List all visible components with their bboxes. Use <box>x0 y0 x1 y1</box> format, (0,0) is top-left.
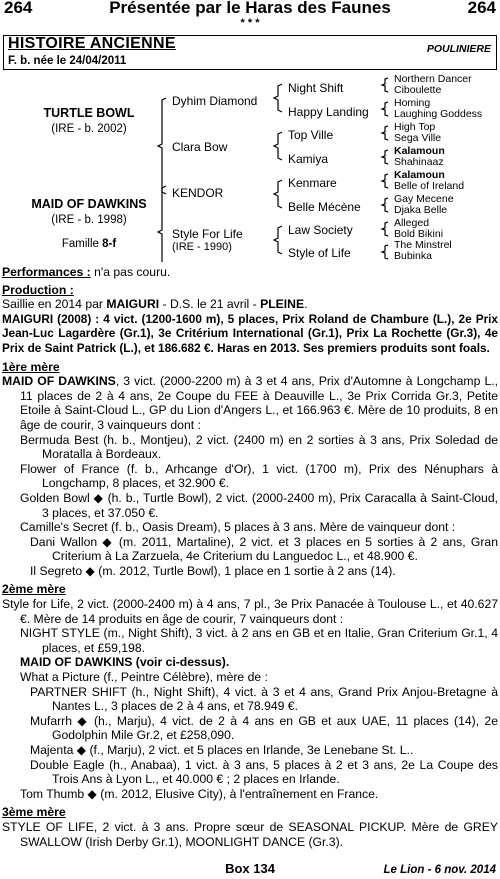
lot-number-left: 264 <box>4 0 33 17</box>
g3-3: Top Ville <box>288 128 334 142</box>
dam3-record: STYLE OF LIFE, 2 vict. à 3 ans. Propre sœur de SEASONAL PICKUP. Mère de GREY SWALLOW (Irish Derby Gr.1), MOONLIGHT DANCE (Gr.3). <box>2 819 498 849</box>
g3-5: Kenmare <box>288 176 337 190</box>
dam2-grandproduce-1: PARTNER SHIFT (h., Night Shift), 4 vict. à 3 et 4 ans, Grand Prix Anjou-Bretagne à Nantes L., 3 places de 2 à 4 ans, et 78.949 €. <box>30 684 498 714</box>
dam2-grandproduce-2: Mufarrh ◆ (h., Marju), 4 vict. de 2 à 4 ans en GB et aux UAE, 11 places (14), 2e Godolphin Mile Gr.2, et £258,090. <box>30 713 498 743</box>
g3-7: Law Society <box>288 223 353 237</box>
stallion-record: MAIGURI (2008) : 4 vict. (1200-1600 m), 5 places, Prix Roland de Chambure (L.), 2e Prix Jean-Luc Lagardère (Gr.1), 3e Critérium International (Gr.1), Prix La Rochette (Gr.3), 4e Prix de Saint Patrick (L.), et 186.682 €. Haras en 2013. Ses premiers produits sont foals. <box>2 311 498 355</box>
box-number: Box 134 <box>225 861 275 876</box>
g2-sire-dam: Clara Bow <box>172 140 228 154</box>
dam-origin: (IRE - b. 1998) <box>51 214 127 226</box>
dam1-produce-3: Golden Bowl ◆ (h. b., Turtle Bowl), 2 vict. (2000-2400 m), Prix Caracalla à Saint-Cloud, 3 places, et 37.050 €. <box>20 490 498 520</box>
dam1-grandproduce-2: Il Segreto ◆ (m. 2012, Turtle Bowl), 1 place en 1 sortie à 2 ans (14). <box>30 563 396 578</box>
g3-2: Happy Landing <box>288 105 369 119</box>
dam-name: MAID OF DAWKINS <box>31 197 147 211</box>
header-stars: * * * <box>240 17 260 29</box>
dam2-heading: 2ème mère <box>2 582 66 597</box>
bracket-g2-3 <box>274 180 282 208</box>
sire-origin: (IRE - b. 2002) <box>51 123 127 135</box>
g4-4: Laughing Goddess <box>394 108 483 120</box>
g4-1: Northern Dancer <box>394 73 472 85</box>
dam2-grandproduce-4: Double Eagle (h., Anabaa), 1 vict. à 3 ans, 5 places à 2 et 3 ans, 2e La Coupe des Trois Ans à Lyon L., et 40.000 € ; 2 places en Irlande. <box>30 757 498 787</box>
dam2-record: Style for Life, 2 vict. (2000-2400 m) à 4 ans, 7 pl., 3e Prix Panacée à Toulouse L., et 40.627 €. Mère de 14 produits en âge de courir, 7 vainqueurs dont : <box>2 597 498 626</box>
catalogue-body <box>2 265 498 849</box>
g4-16: Bubinka <box>394 250 432 262</box>
g2-dam-dam: Style For Life <box>172 227 243 241</box>
dam2-grandproduce-3: Majenta ◆ (f., Marju), 2 vict. et 5 places en Irlande, 3e Lenebane St. L.. <box>30 743 414 757</box>
g3-6: Belle Mécène <box>288 200 361 214</box>
dam1-produce-1: Bermuda Best (h. b., Montjeu), 2 vict. (2400 m) en 2 sorties à 3 ans, Prix Soledad de Moratalla à Bordeaux. <box>20 432 498 462</box>
sire-name: TURTLE BOWL <box>43 106 135 120</box>
dam1-record: MAID OF DAWKINS, 3 vict. (2000-2200 m) à 3 et 4 ans, Prix d'Automne à Longchamp L., 11 places de 2 à 4 ans, 2e Coupe du FEE à Deauville L., 3e Prix Corrida Gr.3, Petite Etoile à Saint-Cloud L., GP du Lion d'Angers L., et 166.963 €. Mère de 10 produits, 8 en âge de courir, 3 vainqueurs dont : <box>2 374 498 432</box>
pedigree-table <box>0 70 500 262</box>
bracket-g2-1 <box>274 84 282 112</box>
horse-name: HISTOIRE ANCIENNE <box>8 35 176 52</box>
g3-1: Night Shift <box>288 81 344 95</box>
g4-15: The Minstrel <box>394 239 452 251</box>
lot-number-right: 264 <box>467 0 496 17</box>
page-footer <box>4 862 496 878</box>
dam1-produce-2: Flower of France (f. b., Arhcange d'Or), 1 vict. (1700 m), Prix des Nénuphars à Longchamp, 8 places, et 32.900 €. <box>20 461 498 491</box>
g4-10: Belle of Ireland <box>394 180 465 192</box>
g4-8: Shahinaaz <box>394 156 444 168</box>
horse-title-box <box>3 35 497 70</box>
g4-12: Djaka Belle <box>394 204 448 216</box>
production-heading: Production : <box>2 282 74 297</box>
dam3-heading: 3ème mère <box>2 805 66 820</box>
g2-dam-sire: KENDOR <box>172 186 224 200</box>
dam1-grandproduce-1: Dani Wallon ◆ (m. 2011, Martaline), 2 vict. et 3 places en 5 sorties à 2 ans, Gran Criterium à La Zarzuela, 4e Criterium du Languedoc L., et 48.900 €. <box>30 534 498 564</box>
g4-6: Sega Ville <box>394 132 442 144</box>
dam2-produce-1: NIGHT STYLE (m., Night Shift), 3 vict. à 2 ans en GB et en Italie, Gran Criterium Gr.1, 4 places, et £59,198. <box>20 626 498 655</box>
dam2-produce-3: What a Picture (f., Peintre Célèbre), mère de : <box>20 670 268 685</box>
horse-role: POULINIERE <box>426 43 491 55</box>
g4-7: Kalamoun <box>394 145 445 157</box>
g3-8: Style of Life <box>288 246 351 260</box>
performances-line: Performances : n'a pas couru. <box>2 265 171 279</box>
dam1-produce-4: Camille's Secret (f. b., Oasis Dream), 5 places à 3 ans. Mère de vainqueur dont : <box>20 520 456 535</box>
g4-2: Ciboulette <box>394 84 442 96</box>
production-covering: Saillie en 2014 par MAIGURI - D.S. le 21 avril - PLEINE. <box>2 297 308 312</box>
g4-9: Kalamoun <box>394 169 445 181</box>
bracket-g2-4 <box>274 226 282 254</box>
g4-5: High Top <box>394 121 436 133</box>
dam2-produce-2: MAID OF DAWKINS (voir ci-dessus). <box>20 655 230 670</box>
g2-dam-dam-origin: (IRE - 1990) <box>172 241 232 253</box>
g4-13: Alleged <box>394 217 430 229</box>
consignor-title: Présentée par le Haras des Faunes <box>109 0 391 17</box>
sale-reference: Le Lion - 6 nov. 2014 <box>383 864 496 876</box>
dam-family: Famille 8-f <box>61 238 117 250</box>
g4-3: Homing <box>394 97 431 109</box>
dam2-produce-4: Tom Thumb ◆ (m. 2012, Elusive City), à l'entraînement en France. <box>20 786 379 801</box>
g4-14: Bold Bikini <box>394 228 444 240</box>
dam1-heading: 1ère mère <box>2 359 60 374</box>
bracket-g2-2 <box>274 132 282 160</box>
g3-4: Kamiya <box>288 152 329 166</box>
g2-sire-sire: Dyhim Diamond <box>172 94 258 108</box>
g4-11: Gay Mecene <box>394 193 454 205</box>
horse-birth: F. b. née le 24/04/2011 <box>8 55 127 67</box>
